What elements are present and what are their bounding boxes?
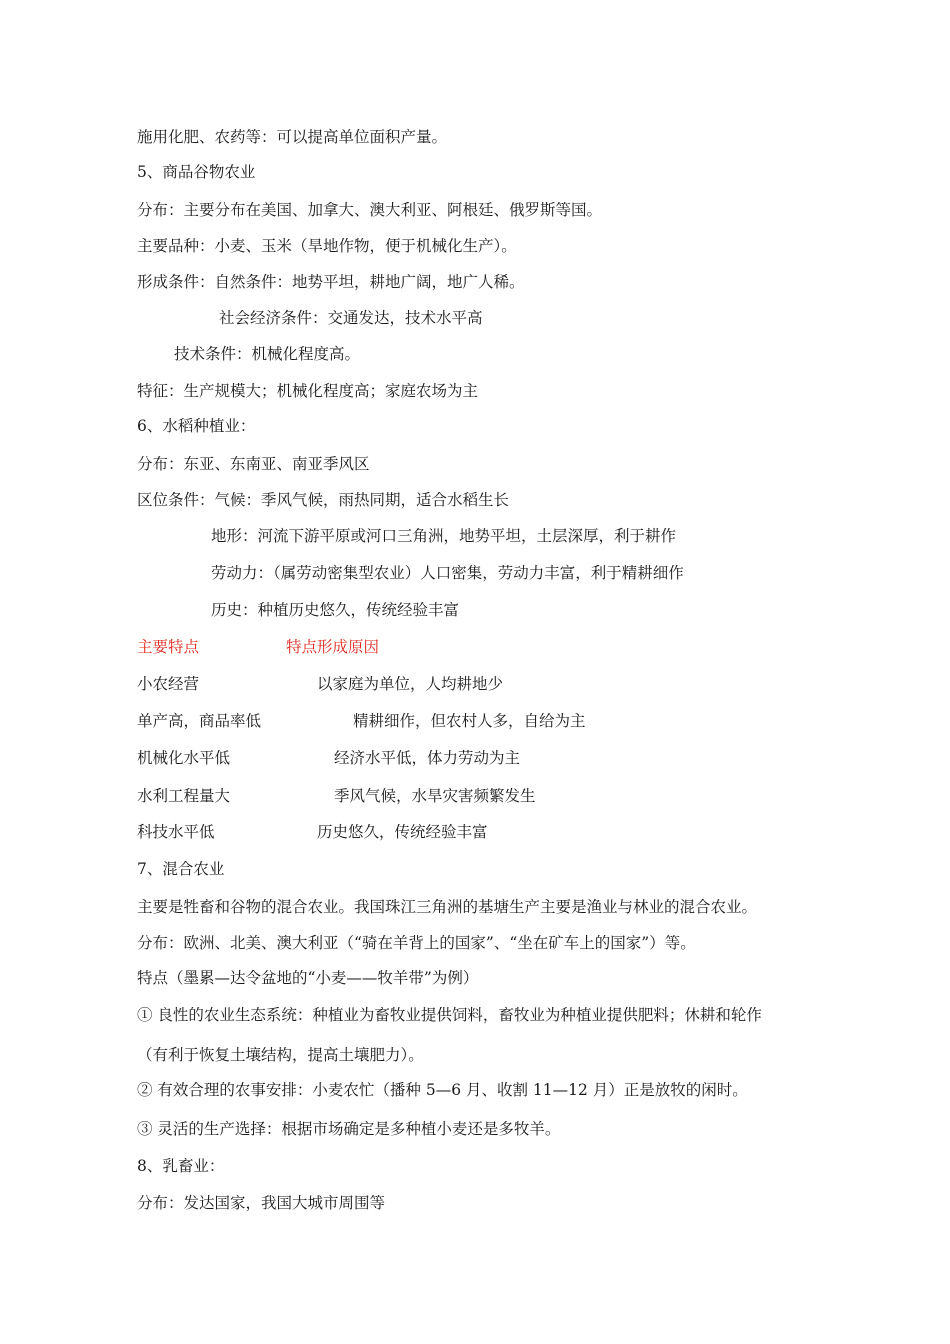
table-cell-feature: 小农经营 xyxy=(137,675,200,693)
paragraph-technical-conditions: 技术条件：机械化程度高。 xyxy=(174,345,361,363)
table-row xyxy=(137,674,504,694)
paragraph-grain-conditions: 形成条件：自然条件：地势平坦，耕地广阔，地广人稀。 xyxy=(137,273,525,291)
heading-commercial-grain: 5、商品谷物农业 xyxy=(137,163,256,181)
table-cell-reason: 精耕细作，但农村人多，自给为主 xyxy=(353,712,586,730)
table-row xyxy=(137,711,586,731)
paragraph-rice-labor: 劳动力：（属劳动密集型农业）人口密集，劳动力丰富，利于精耕细作 xyxy=(211,564,684,582)
table-cell-reason: 以家庭为单位，人均耕地少 xyxy=(317,675,504,693)
table-header-reason: 特点形成原因 xyxy=(286,638,380,656)
table-header-row xyxy=(137,637,380,657)
table-cell-feature: 机械化水平低 xyxy=(137,749,231,767)
heading-mixed-farming: 7、混合农业 xyxy=(137,860,225,878)
paragraph-mixed-definition: 主要是牲畜和谷物的混合农业。我国珠江三角洲的基塘生产主要是渔业与林业的混合农业。 xyxy=(137,898,758,916)
list-item-scheduling: ② 有效合理的农事安排：小麦农忙（播种 5—6 月、收割 11—12 月）正是放牧的闲时。 xyxy=(137,1081,748,1099)
paragraph-mixed-distribution: 分布：欧洲、北美、澳大利亚（“骑在羊背上的国家”、“坐在矿车上的国家”）等。 xyxy=(137,934,696,952)
paragraph-grain-varieties: 主要品种：小麦、玉米（旱地作物，便于机械化生产）。 xyxy=(137,237,517,255)
heading-dairy-farming: 8、乳畜业： xyxy=(137,1157,225,1175)
list-item-ecosystem: ① 良性的农业生态系统：种植业为畜牧业提供饲料，畜牧业为种植业提供肥料；休耕和轮作 xyxy=(137,1006,762,1024)
table-cell-reason: 季风气候，水旱灾害频繁发生 xyxy=(334,787,536,805)
table-row xyxy=(137,786,536,806)
table-cell-reason: 历史悠久，传统经验丰富 xyxy=(317,823,488,841)
table-header-feature: 主要特点 xyxy=(137,638,200,656)
table-row xyxy=(137,748,521,768)
table-cell-feature: 科技水平低 xyxy=(137,823,215,841)
table-cell-feature: 水利工程量大 xyxy=(137,787,231,805)
paragraph-fertilizer: 施用化肥、农药等：可以提高单位面积产量。 xyxy=(137,128,448,146)
list-item-ecosystem-continued: （有利于恢复土壤结构，提高土壤肥力）。 xyxy=(137,1046,424,1064)
paragraph-mixed-features-title: 特点（墨累—达令盆地的“小麦——牧羊带”为例） xyxy=(137,969,479,987)
paragraph-grain-distribution: 分布：主要分布在美国、加拿大、澳大利亚、阿根廷、俄罗斯等国。 xyxy=(137,201,603,219)
heading-rice-farming: 6、水稻种植业： xyxy=(137,417,256,435)
paragraph-socioeconomic-conditions: 社会经济条件：交通发达，技术水平高 xyxy=(219,309,483,327)
paragraph-rice-distribution: 分布：东亚、东南亚、南亚季风区 xyxy=(137,455,370,473)
table-cell-reason: 经济水平低，体力劳动为主 xyxy=(334,749,521,767)
paragraph-rice-history: 历史：种植历史悠久，传统经验丰富 xyxy=(211,601,460,619)
list-item-flexible-production: ③ 灵活的生产选择：根据市场确定是多种植小麦还是多牧羊。 xyxy=(137,1120,561,1138)
paragraph-dairy-distribution: 分布：发达国家，我国大城市周围等 xyxy=(137,1194,386,1212)
paragraph-rice-terrain: 地形：河流下游平原或河口三角洲，地势平坦，土层深厚，利于耕作 xyxy=(211,527,677,545)
table-cell-feature: 单产高，商品率低 xyxy=(137,712,262,730)
paragraph-grain-features: 特征：生产规模大；机械化程度高；家庭农场为主 xyxy=(137,382,479,400)
paragraph-rice-location-climate: 区位条件：气候：季风气候，雨热同期，适合水稻生长 xyxy=(137,491,510,509)
table-row xyxy=(137,822,488,842)
